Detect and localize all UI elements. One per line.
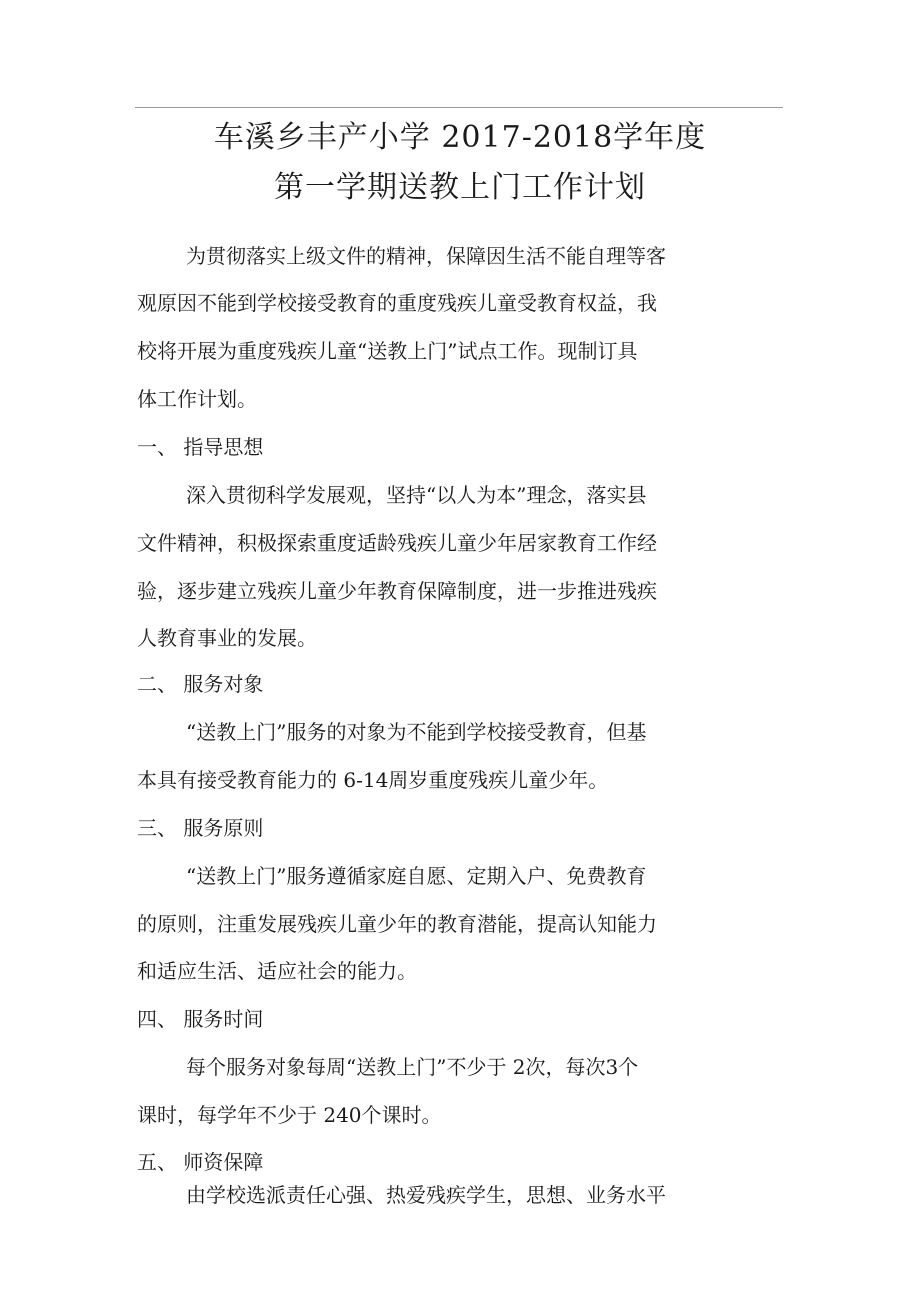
section-heading-teacher-support: 五、 师资保障 <box>137 1150 264 1174</box>
section-heading-guiding-ideology: 一、 指导思想 <box>137 435 264 459</box>
section-1-line-4: 人教育事业的发展。 <box>137 626 317 650</box>
section-4-line-2: 课时，每学年不少于 240个课时。 <box>137 1103 442 1127</box>
intro-line-4: 体工作计划。 <box>137 387 257 411</box>
header-rule <box>135 107 783 108</box>
section-3-line-2: 的原则，注重发展残疾儿童少年的教育潜能，提高认知能力 <box>137 912 657 936</box>
section-4-line-1: 每个服务对象每周“送教上门”不少于 2次，每次3个 <box>186 1055 639 1079</box>
section-1-line-3: 验，逐步建立残疾儿童少年教育保障制度，进一步推进残疾 <box>137 579 657 603</box>
section-3-line-3: 和适应生活、适应社会的能力。 <box>137 959 417 983</box>
section-heading-service-time: 四、 服务时间 <box>137 1007 264 1031</box>
document-title-line-2: 第一学期送教上门工作计划 <box>274 170 646 205</box>
section-1-line-1: 深入贯彻科学发展观，坚持“以人为本”理念，落实县 <box>186 483 647 507</box>
section-3-line-1: “送教上门”服务遵循家庭自愿、定期入户、免费教育 <box>186 864 647 888</box>
section-heading-service-target: 二、 服务对象 <box>137 672 264 696</box>
document-title-line-1: 车溪乡丰产小学 2017-2018学年度 <box>213 120 707 155</box>
intro-line-2: 观原因不能到学校接受教育的重度残疾儿童受教育权益，我 <box>137 291 657 315</box>
section-2-line-1: “送教上门”服务的对象为不能到学校接受教育，但基 <box>186 720 647 744</box>
section-2-line-2: 本具有接受教育能力的 6-14周岁重度残疾儿童少年。 <box>137 768 609 792</box>
section-5-line-1: 由学校选派责任心强、热爱残疾学生，思想、业务水平 <box>186 1183 666 1207</box>
intro-line-3: 校将开展为重度残疾儿童“送教上门”试点工作。现制订具 <box>137 339 638 363</box>
section-1-line-2: 文件精神，积极探索重度适龄残疾儿童少年居家教育工作经 <box>137 531 657 555</box>
section-heading-service-principles: 三、 服务原则 <box>137 816 264 840</box>
intro-line-1: 为贯彻落实上级文件的精神，保障因生活不能自理等客 <box>186 244 666 268</box>
